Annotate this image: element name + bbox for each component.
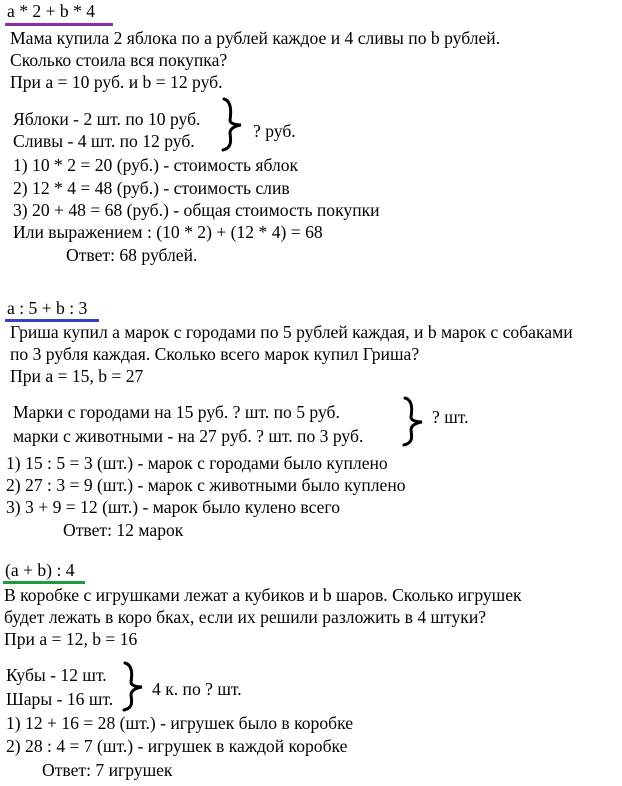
problem2-condition-line2: по 3 рубля каждая. Сколько всего марок купил Гриша? <box>10 344 420 364</box>
problem3-note-balls: Шары - 16 шт. <box>6 689 114 709</box>
problem1-curly-brace <box>218 96 246 152</box>
problem3-answer: Ответ: 7 игрушек <box>42 760 173 780</box>
problem3-condition-line1: В коробке с игрушками лежат a кубиков и b шаров. Сколько игрушек <box>4 585 522 605</box>
problem1-question: ? руб. <box>253 121 296 141</box>
problem2-curly-brace <box>398 395 428 447</box>
problem3-note-cubes: Кубы - 12 шт. <box>6 665 107 685</box>
problem2-step3: 3) 3 + 9 = 12 (шт.) - марок было кулено всего <box>6 497 341 517</box>
problem3-question: 4 к. по ? шт. <box>152 679 242 699</box>
problem2-step1: 1) 15 : 5 = 3 (шт.) - марок с городами было куплено <box>6 453 388 473</box>
problem1-expression-underline <box>5 23 113 26</box>
problem2-step2: 2) 27 : 3 = 9 (шт.) - марок с животными было куплено <box>6 475 406 495</box>
problem1-step1: 1) 10 * 2 = 20 (руб.) - стоимость яблок <box>13 155 299 175</box>
problem1-note-plums: Сливы - 4 шт. по 12 руб. <box>13 131 195 151</box>
problem1-condition-line2: Сколько стоила вся покупка? <box>10 50 228 70</box>
problem3-condition-line2: будет лежать в коро бках, если их решили разложить в 4 штуки? <box>4 607 487 627</box>
problem3-step1: 1) 12 + 16 = 28 (шт.) - игрушек было в коробке <box>6 713 354 733</box>
problem1-step2: 2) 12 * 4 = 48 (руб.) - стоимость слив <box>13 178 290 198</box>
problem1-note-apples: Яблоки - 2 шт. по 10 руб. <box>13 109 201 129</box>
problem3-condition-line3: При a = 12, b = 16 <box>4 629 138 649</box>
problem1-answer: Ответ: 68 рублей. <box>66 245 198 265</box>
problem2-condition-line1: Гриша купил a марок с городами по 5 рублей каждая, и b марок с собаками <box>10 322 573 342</box>
problem1-step3: 3) 20 + 48 = 68 (руб.) - общая стоимость покупки <box>13 200 380 220</box>
problem1-expression: a * 2 + b * 4 <box>7 1 96 21</box>
problem3-expression-underline <box>3 581 85 584</box>
problem2-note-animals: марки с животными - на 27 руб. ? шт. по 3 руб. <box>13 426 364 446</box>
problem2-note-cities: Марки с городами на 15 руб. ? шт. по 5 руб. <box>13 402 340 422</box>
problem2-question: ? шт. <box>432 407 469 427</box>
problem2-expression: a : 5 + b : 3 <box>7 298 88 318</box>
problem2-condition-line3: При a = 15, b = 27 <box>10 366 144 386</box>
problem3-step2: 2) 28 : 4 = 7 (шт.) - игрушек в каждой коробке <box>6 736 348 756</box>
problem1-expression-form: Или выражением : (10 * 2) + (12 * 4) = 68 <box>13 222 323 242</box>
problem2-answer: Ответ: 12 марок <box>63 520 184 540</box>
problem3-curly-brace <box>118 660 148 712</box>
problem1-condition-line3: При a = 10 руб. и b = 12 руб. <box>10 72 223 92</box>
problem1-condition-line1: Мама купила 2 яблока по a рублей каждое и 4 сливы по b рублей. <box>10 28 501 48</box>
problem3-expression: (a + b) : 4 <box>5 560 75 580</box>
